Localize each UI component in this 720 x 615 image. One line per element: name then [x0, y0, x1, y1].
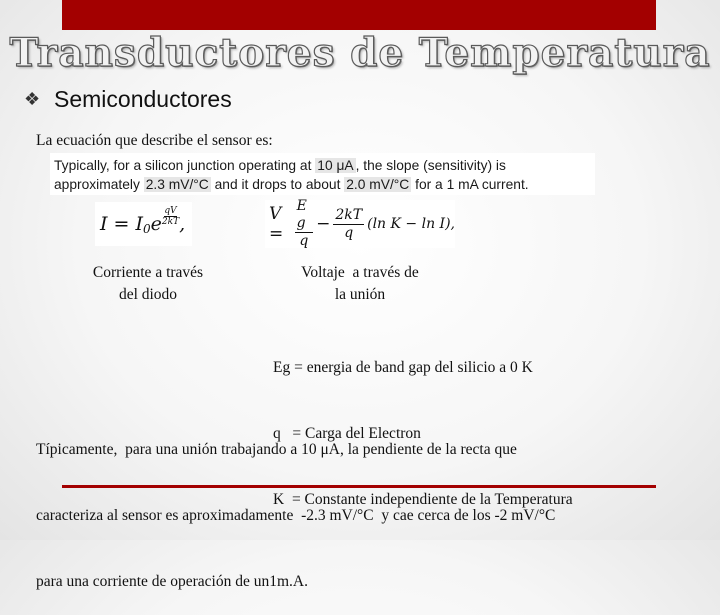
eq-text: e: [150, 213, 162, 235]
eq-text: ,: [179, 213, 186, 235]
eq-frac-num: E g: [295, 198, 313, 233]
quote-line-1: [54, 156, 595, 175]
eq-text: −: [316, 214, 331, 234]
summary-line: Típicamente, para una unión trabajando a 10 μA, la pendiente de la recta que: [36, 441, 517, 458]
eq-fraction-eg: [295, 198, 313, 250]
summary-line: para una corriente de operación de un1m.A.: [36, 573, 308, 590]
eq-frac-den: q: [299, 233, 309, 249]
quote-text: approximately: [54, 177, 140, 192]
caption-line: Corriente a través: [92, 264, 204, 281]
eq-frac-num: 2kT: [335, 206, 363, 223]
quote-text: , the slope (sensitivity) is: [355, 158, 506, 173]
voltage-caption: [280, 262, 440, 306]
voltage-equation: [265, 200, 455, 248]
current-caption: [68, 262, 228, 306]
bottom-accent-line: [62, 485, 656, 488]
quoted-excerpt: [50, 153, 595, 195]
quote-highlight: 2.3 mV/°C: [145, 177, 209, 192]
eq-exponent: [162, 206, 179, 227]
eq-text: (ln K − ln I),: [367, 216, 455, 232]
eq-text: V =: [269, 204, 284, 244]
eq-text: I = I: [100, 213, 144, 235]
definition-q: q = Carga del Electron: [273, 425, 421, 442]
slide-title: Transductores de Temperatura: [9, 30, 711, 76]
current-equation: [95, 202, 192, 246]
diamond-bullet-icon: ❖: [24, 89, 41, 109]
caption-line: la unión: [334, 286, 386, 303]
caption-line: del diodo: [118, 286, 178, 303]
quote-text: and it drops to about: [214, 177, 341, 192]
caption-line: Voltaje a través de: [301, 264, 419, 281]
intro-text: La ecuación que describe el sensor es:: [36, 132, 273, 149]
eq-frac-den: q: [344, 224, 354, 241]
quote-line-2: [54, 175, 595, 194]
quote-text: Typically, for a silicon junction operating at: [54, 158, 312, 173]
eq-exp-den: 2kT: [161, 217, 180, 227]
eq-fraction-kt: [333, 207, 364, 242]
quote-highlight: 10 μA: [317, 158, 354, 173]
summary-paragraph: [36, 395, 555, 615]
definition-eg: Eg = energia de band gap del silicio a 0 K: [273, 359, 533, 376]
quote-text: for a 1 mA current.: [415, 177, 529, 192]
eq-exp-num: qV: [164, 206, 177, 216]
eq-subscript: 0: [143, 222, 151, 236]
definition-k: K = Constante independiente de la Temperatura: [273, 491, 573, 508]
top-accent-bar: [62, 0, 656, 30]
section-heading: [24, 86, 232, 113]
quote-highlight: 2.0 mV/°C: [346, 177, 410, 192]
summary-line: caracteriza al sensor es aproximadamente -2.3 mV/°C y cae cerca de los -2 mV/°C: [36, 507, 556, 524]
section-heading-text: Semiconductores: [54, 86, 232, 112]
